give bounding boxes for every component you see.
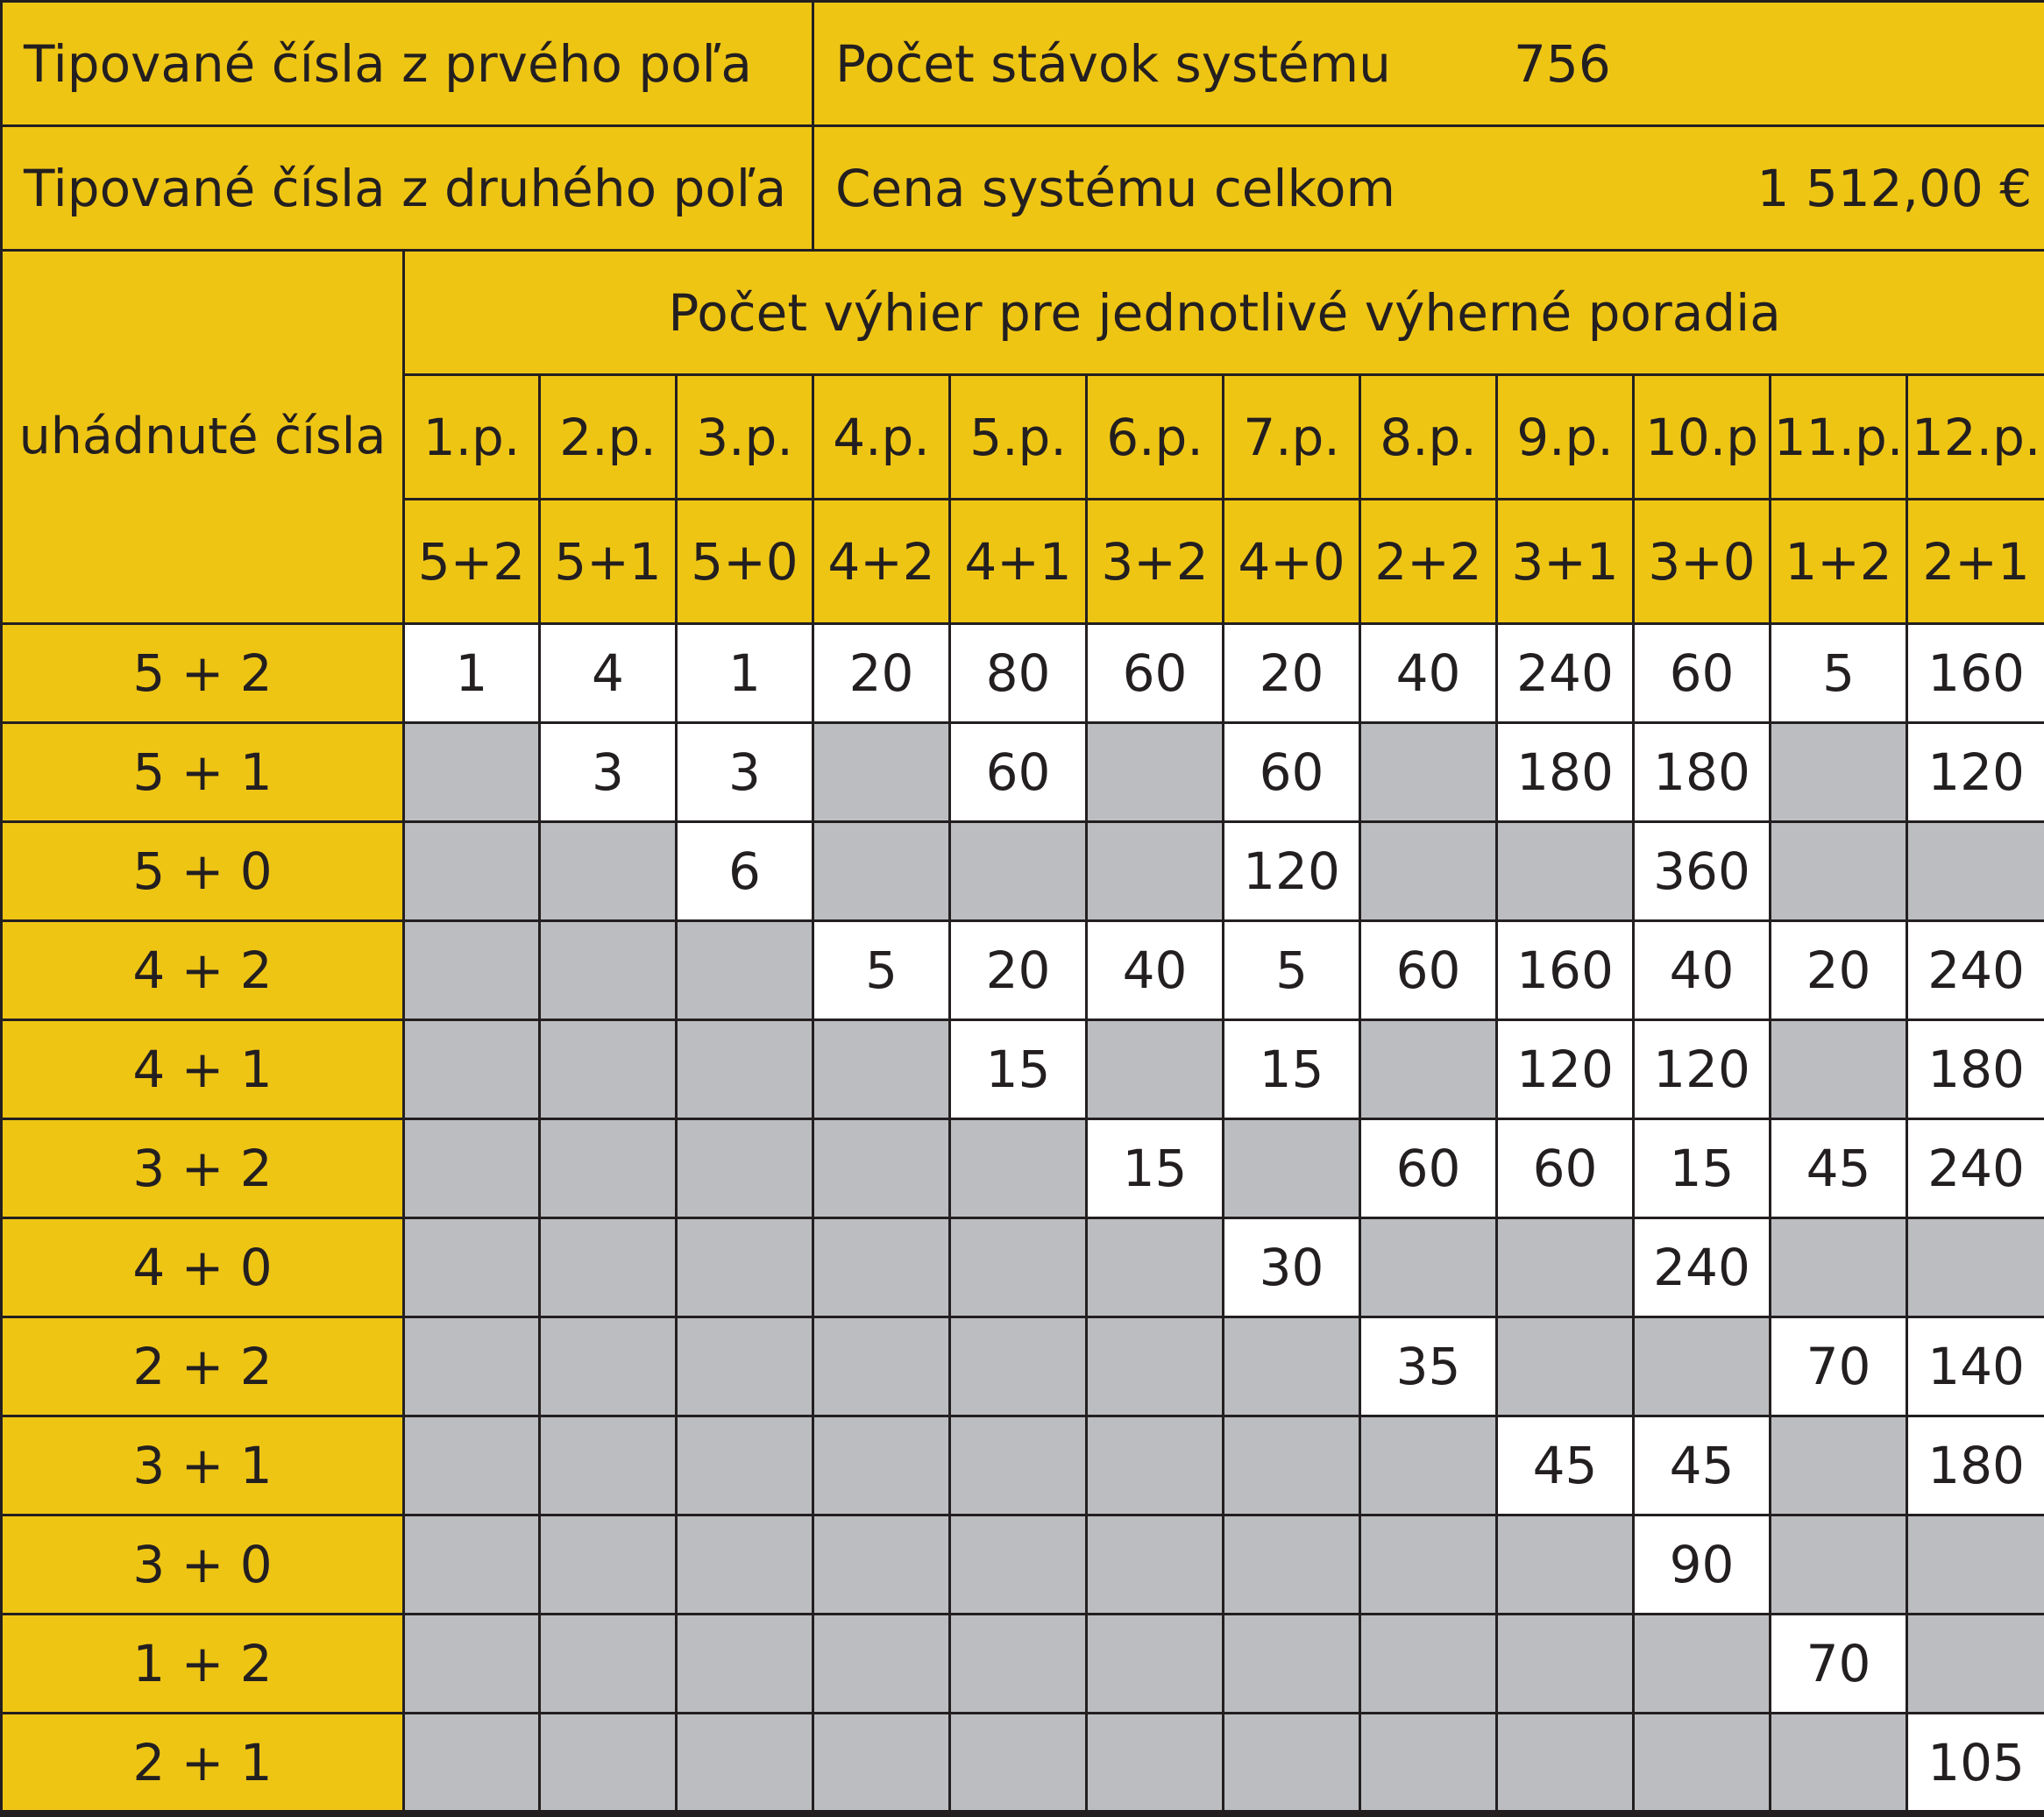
row-label: 5 + 1 [2,723,404,822]
combo-header-8: 2+2 [1360,500,1497,624]
bets-label: Počet stávok systému [835,33,1391,94]
row-label: 3 + 0 [2,1515,404,1615]
win-count-cell: 360 [1634,822,1771,921]
win-count-cell: 5 [1771,624,1907,723]
win-count-cell: 1 [404,624,540,723]
empty-cell [540,1515,677,1615]
empty-cell [1497,1218,1634,1317]
win-count-cell: 60 [1497,1119,1634,1218]
rank-header-11: 11.p. [1771,375,1907,500]
empty-cell [1087,1714,1224,1812]
rank-header-1: 1.p. [404,375,540,500]
rank-header-4: 4.p. [813,375,950,500]
bets-value: 756 [1514,33,1611,94]
row-label: 4 + 0 [2,1218,404,1317]
empty-cell [677,921,813,1020]
win-count-cell: 6 [677,822,813,921]
win-count-cell: 4 [540,624,677,723]
rank-header-5: 5.p. [950,375,1087,500]
empty-cell [404,1020,540,1119]
win-count-cell: 5 [813,921,950,1020]
table-row [2,1119,2044,1218]
empty-cell [1224,1515,1360,1615]
win-count-cell: 60 [1087,624,1224,723]
row-label: 3 + 2 [2,1119,404,1218]
price-label: Cena systému celkom [835,158,1396,218]
row-label: 4 + 2 [2,921,404,1020]
combo-header-9: 3+1 [1497,500,1634,624]
table-row [2,1515,2044,1615]
empty-cell [677,1515,813,1615]
empty-cell [540,921,677,1020]
table-row [2,1317,2044,1416]
empty-cell [1360,1714,1497,1812]
table-row [2,921,2044,1020]
win-count-cell: 180 [1634,723,1771,822]
empty-cell [540,1714,677,1812]
win-count-cell: 180 [1907,1416,2044,1515]
win-count-cell: 180 [1497,723,1634,822]
empty-cell [1087,822,1224,921]
win-count-cell: 40 [1360,624,1497,723]
win-count-cell: 40 [1087,921,1224,1020]
empty-cell [1360,1515,1497,1615]
table-row [2,1714,2044,1812]
empty-cell [540,1615,677,1714]
win-count-cell: 70 [1771,1615,1907,1714]
field1-label: Tipované čísla z prvého poľa [24,33,752,94]
empty-cell [1360,822,1497,921]
win-count-cell: 240 [1907,921,2044,1020]
win-count-cell: 1 [677,624,813,723]
empty-cell [1497,1317,1634,1416]
empty-cell [813,1714,950,1812]
empty-cell [1907,1515,2044,1615]
win-count-cell: 15 [1634,1119,1771,1218]
win-count-cell: 20 [1771,921,1907,1020]
rank-header-10: 10.p [1634,375,1771,500]
empty-cell [1360,723,1497,822]
rank-header-7: 7.p. [1224,375,1360,500]
win-count-cell: 180 [1907,1020,2044,1119]
win-count-cell: 60 [1360,1119,1497,1218]
empty-cell [540,1317,677,1416]
empty-cell [813,723,950,822]
empty-cell [1907,1218,2044,1317]
empty-cell [404,1714,540,1812]
win-count-cell: 160 [1497,921,1634,1020]
row-label: 4 + 1 [2,1020,404,1119]
empty-cell [1087,1515,1224,1615]
empty-cell [813,1416,950,1515]
empty-cell [950,822,1087,921]
rank-header-12: 12.p. [1907,375,2044,500]
field2-cell [2,126,813,251]
empty-cell [1634,1714,1771,1812]
empty-cell [1087,1020,1224,1119]
empty-cell [950,1615,1087,1714]
win-count-cell: 35 [1360,1317,1497,1416]
empty-cell [1634,1317,1771,1416]
combo-header-6: 3+2 [1087,500,1224,624]
empty-cell [677,1218,813,1317]
empty-cell [404,1615,540,1714]
empty-cell [677,1020,813,1119]
summary-row-1 [2,2,2044,126]
empty-cell [1771,822,1907,921]
empty-cell [1087,1416,1224,1515]
empty-cell [677,1714,813,1812]
empty-cell [404,822,540,921]
empty-cell [1360,1020,1497,1119]
combo-header-12: 2+1 [1907,500,2044,624]
win-count-cell: 240 [1907,1119,2044,1218]
empty-cell [1771,1714,1907,1812]
table-row [2,1615,2044,1714]
empty-cell [540,1020,677,1119]
win-count-cell: 20 [1224,624,1360,723]
win-count-cell: 160 [1907,624,2044,723]
empty-cell [813,1515,950,1615]
empty-cell [813,1317,950,1416]
win-count-cell: 240 [1497,624,1634,723]
win-count-cell: 120 [1634,1020,1771,1119]
win-count-cell: 120 [1907,723,2044,822]
empty-cell [813,1218,950,1317]
rank-header-6: 6.p. [1087,375,1224,500]
empty-cell [1087,723,1224,822]
win-count-cell: 45 [1634,1416,1771,1515]
combo-header-4: 4+2 [813,500,950,624]
empty-cell [1771,1416,1907,1515]
group-header-row [2,251,2044,375]
table-row [2,723,2044,822]
empty-cell [404,1416,540,1515]
empty-cell [1224,1317,1360,1416]
win-count-cell: 105 [1907,1714,2044,1812]
empty-cell [677,1615,813,1714]
table-row [2,822,2044,921]
table-row [2,624,2044,723]
empty-cell [404,1119,540,1218]
empty-cell [1087,1218,1224,1317]
win-count-cell: 120 [1497,1020,1634,1119]
empty-cell [813,1020,950,1119]
row-label: 5 + 2 [2,624,404,723]
win-count-cell: 140 [1907,1317,2044,1416]
empty-cell [404,1218,540,1317]
row-header: uhádnuté čísla [2,251,404,624]
empty-cell [950,1218,1087,1317]
group-header: Počet výhier pre jednotlivé výherné poradia [404,251,2044,375]
empty-cell [404,1317,540,1416]
empty-cell [1224,1416,1360,1515]
empty-cell [1087,1615,1224,1714]
win-count-cell: 120 [1224,822,1360,921]
empty-cell [813,1615,950,1714]
combo-header-11: 1+2 [1771,500,1907,624]
win-count-cell: 3 [540,723,677,822]
rank-header-9: 9.p. [1497,375,1634,500]
combo-header-2: 5+1 [540,500,677,624]
win-count-cell: 70 [1771,1317,1907,1416]
row-label: 5 + 0 [2,822,404,921]
empty-cell [1771,723,1907,822]
empty-cell [1360,1416,1497,1515]
win-count-cell: 15 [1087,1119,1224,1218]
empty-cell [1907,822,2044,921]
field2-label: Tipované čísla z druhého poľa [24,158,787,218]
empty-cell [950,1317,1087,1416]
empty-cell [540,1218,677,1317]
win-count-cell: 45 [1497,1416,1634,1515]
table-row [2,1020,2044,1119]
table-row [2,1218,2044,1317]
win-count-cell: 15 [1224,1020,1360,1119]
win-count-cell: 3 [677,723,813,822]
empty-cell [677,1416,813,1515]
empty-cell [950,1714,1087,1812]
empty-cell [1771,1218,1907,1317]
field1-cell [2,2,813,126]
combo-header-10: 3+0 [1634,500,1771,624]
win-count-cell: 60 [1634,624,1771,723]
empty-cell [1224,1615,1360,1714]
combo-header-1: 5+2 [404,500,540,624]
rank-header-2: 2.p. [540,375,677,500]
empty-cell [1497,1714,1634,1812]
empty-cell [540,1119,677,1218]
empty-cell [404,723,540,822]
win-count-cell: 90 [1634,1515,1771,1615]
bets-cell [813,2,2044,126]
empty-cell [677,1317,813,1416]
empty-cell [1497,1615,1634,1714]
win-count-cell: 60 [1224,723,1360,822]
empty-cell [813,822,950,921]
win-count-cell: 40 [1634,921,1771,1020]
empty-cell [950,1515,1087,1615]
summary-row-2 [2,126,2044,251]
rank-header-8: 8.p. [1360,375,1497,500]
empty-cell [1224,1119,1360,1218]
empty-cell [1087,1317,1224,1416]
win-count-cell: 80 [950,624,1087,723]
table-row [2,1416,2044,1515]
empty-cell [677,1119,813,1218]
rank-header-3: 3.p. [677,375,813,500]
combo-header-3: 5+0 [677,500,813,624]
empty-cell [1771,1020,1907,1119]
win-count-cell: 20 [813,624,950,723]
row-label: 2 + 2 [2,1317,404,1416]
win-count-cell: 45 [1771,1119,1907,1218]
combo-header-5: 4+1 [950,500,1087,624]
empty-cell [1907,1615,2044,1714]
combo-header-7: 4+0 [1224,500,1360,624]
empty-cell [540,1416,677,1515]
win-count-cell: 30 [1224,1218,1360,1317]
price-value: 1 512,00 € [1757,158,2033,218]
empty-cell [1634,1615,1771,1714]
win-count-cell: 60 [1360,921,1497,1020]
row-label: 1 + 2 [2,1615,404,1714]
empty-cell [1360,1615,1497,1714]
row-label: 3 + 1 [2,1416,404,1515]
empty-cell [1771,1515,1907,1615]
win-count-cell: 60 [950,723,1087,822]
row-label: 2 + 1 [2,1714,404,1812]
empty-cell [540,822,677,921]
empty-cell [1224,1714,1360,1812]
win-count-cell: 240 [1634,1218,1771,1317]
empty-cell [1497,822,1634,921]
empty-cell [950,1119,1087,1218]
win-count-cell: 5 [1224,921,1360,1020]
win-count-cell: 20 [950,921,1087,1020]
empty-cell [404,1515,540,1615]
empty-cell [1497,1515,1634,1615]
price-cell [813,126,2044,251]
empty-cell [404,921,540,1020]
win-count-cell: 15 [950,1020,1087,1119]
empty-cell [1360,1218,1497,1317]
empty-cell [950,1416,1087,1515]
empty-cell [813,1119,950,1218]
